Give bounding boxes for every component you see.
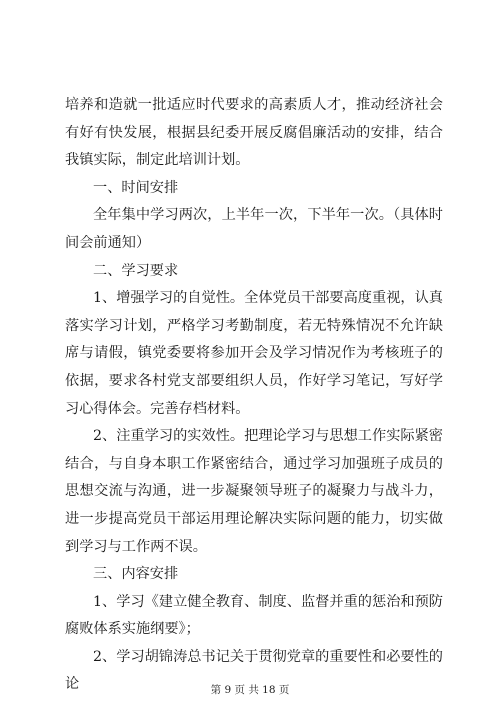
paragraph-requirement-2: 2、注重学习的实效性。把理论学习与思想工作实际紧密结合，与自身本职工作紧密结合，通过学习加强班子成员的思想交流与沟通，进一步凝聚领导班子的凝聚力与战斗力，进一步提高党员干部运用理论解决实际问题的能力，切实做到学习与工作两不误。 bbox=[65, 428, 443, 555]
heading-content-arrangement: 三、内容安排 bbox=[93, 566, 179, 583]
heading-study-requirements: 二、学习要求 bbox=[93, 262, 179, 279]
paragraph-content-2: 2、学习胡锦涛总书记关于贯彻党章的重要性和必要性的论 bbox=[65, 648, 443, 693]
paragraph-content-1: 1、学习《建立健全教育、制度、监督并重的惩治和预防腐败体系实施纲要》； bbox=[65, 593, 443, 638]
paragraph-time-detail: 全年集中学习两次，上半年一次，下半年一次。（具体时间会前通知） bbox=[65, 207, 443, 251]
paragraph-requirement-1: 1、增强学习的自觉性。全体党员干部要高度重视，认真落实学习计划，严格学习考勤制度，若无特殊情况不允许缺席与请假，镇党委要将参加开会及学习情况作为考核班子的依据，要求各村党支部要组织人员，作好学习笔记，写好学习心得体会。完善存档材料。 bbox=[65, 290, 443, 417]
document-body bbox=[65, 92, 443, 699]
paragraph-intro: 培养和造就一批适应时代要求的高素质人才，推动经济社会有好有快发展，根据县纪委开展反腐倡廉活动的安排，结合我镇实际，制定此培训计划。 bbox=[65, 97, 443, 169]
page-footer: 第 9 页 共 18 页 bbox=[210, 684, 290, 696]
heading-time-arrangement: 一、时间安排 bbox=[93, 179, 179, 196]
